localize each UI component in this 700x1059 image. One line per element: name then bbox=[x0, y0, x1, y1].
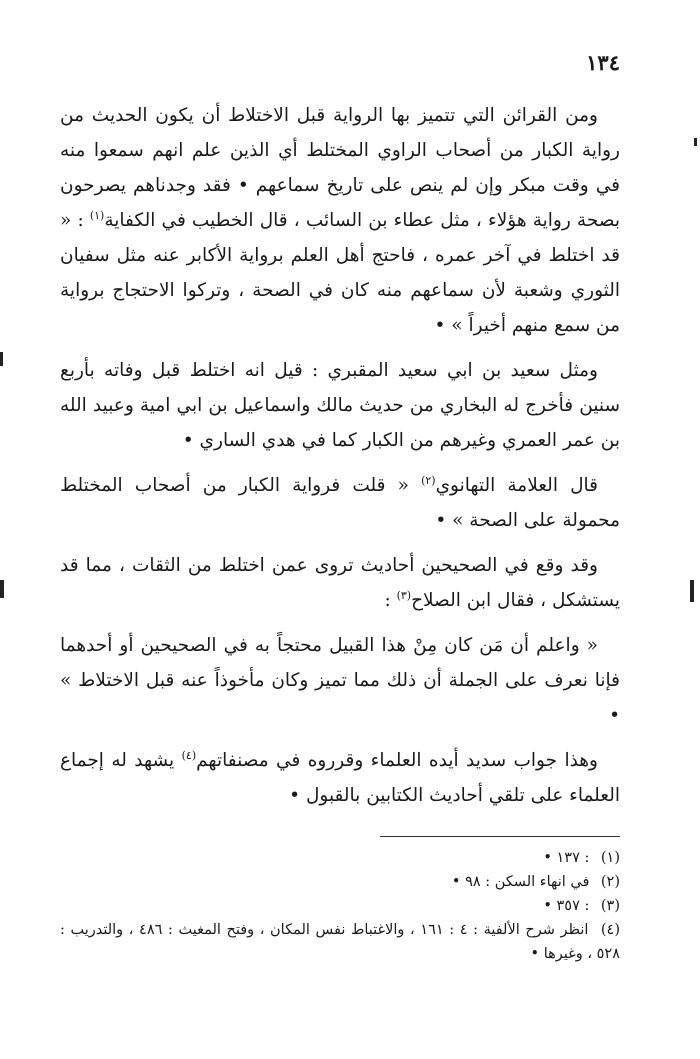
paragraph-text: : bbox=[384, 590, 397, 611]
scan-mark bbox=[694, 138, 697, 146]
footnote-number: (٣) bbox=[600, 898, 620, 914]
footnote-separator bbox=[380, 836, 620, 837]
footnote-text: انظر شرح الألفية : ٤ : ١٦١ ، والاغتباط نفس المكان ، وفتح المغيث : ٤٨٦ ، والتدريب : ٥٢٨ ، وغيرها • bbox=[60, 922, 620, 962]
footnote-number: (١) bbox=[600, 850, 620, 866]
body-text bbox=[60, 98, 620, 813]
paragraph-5-quote bbox=[60, 628, 620, 733]
footnote-1 bbox=[60, 846, 620, 870]
footnote-ref-4: (٤) bbox=[181, 748, 197, 762]
footnote-number: (٢) bbox=[600, 874, 620, 890]
paragraph-2 bbox=[60, 353, 620, 458]
paragraph-text: ومن القرائن التي تتميز بها الرواية قبل الاختلاط أن يكون الحديث من رواية الكبار من أصحاب الراوي المختلط أي الذين علم انهم سمعوا منه في وقت مبكر وإن لم ينص على تاريخ سماعهم • فقد وجدناهم يصرحون بصحة رواية هؤلاء ، مثل عطاء بن السائب ، قال الخطيب في الكفاية bbox=[60, 105, 620, 231]
footnote-2 bbox=[60, 870, 620, 894]
footnote-ref-1: (١) bbox=[89, 208, 105, 222]
footnote-text: : ٣٥٧ • bbox=[543, 898, 590, 914]
scan-mark bbox=[0, 580, 4, 598]
paragraph-text: يشهد له إجماع العلماء على تلقي أحاديث الكتابين بالقبول • bbox=[60, 750, 620, 806]
paragraph-text: ومثل سعيد بن ابي سعيد المقبري : قيل انه اختلط قبل وفاته بأربع سنين فأخرج له البخاري من حديث مالك واسماعيل بن ابي امية وعبيد الله بن عمر العمري وغيرهم من الكبار كما في هدي الساري • bbox=[60, 360, 620, 451]
paragraph-text: وقد وقع في الصحيحين أحاديث تروى عمن اختلط من الثقات ، مما قد يستشكل ، فقال ابن الصلاح bbox=[60, 555, 620, 611]
paragraph-3 bbox=[60, 468, 620, 538]
footnote-4 bbox=[60, 918, 620, 966]
footnote-ref-2: (٢) bbox=[421, 473, 436, 487]
footnote-text: في انهاء السكن : ٩٨ • bbox=[451, 874, 590, 890]
paragraph-text: : « قد اختلط في آخر عمره ، فاحتج أهل العلم برواية الأكابر عنه مثل سفيان الثوري وشعبة لأن سماعهم منه كان في الصحة ، وتركوا الاحتجاج برواية من سمع منهم أخيراً » • bbox=[60, 210, 620, 336]
paragraph-4 bbox=[60, 548, 620, 618]
footnote-number: (٤) bbox=[600, 922, 621, 938]
paragraph-text: « واعلم أن مَن كان مِنْ هذا القبيل محتجاً به في الصحيحين أو أحدهما فإنا نعرف على الجملة أن ذلك مما تميز وكان مأخوذاً عنه قبل الاختلاط » • bbox=[60, 635, 620, 726]
footnote-text: : ١٣٧ • bbox=[543, 850, 590, 866]
paragraph-6 bbox=[60, 743, 620, 813]
paragraph-text: قال العلامة التهانوي bbox=[435, 475, 598, 496]
paragraph-text: « قلت فرواية الكبار من أصحاب المختلط محمولة على الصحة » • bbox=[60, 475, 620, 531]
page-number: ١٣٤ bbox=[586, 50, 620, 75]
footnotes bbox=[60, 846, 620, 966]
scan-mark bbox=[690, 580, 694, 602]
footnote-3 bbox=[60, 894, 620, 918]
paragraph-1 bbox=[60, 98, 620, 343]
scan-mark bbox=[0, 352, 3, 366]
document-page bbox=[60, 40, 620, 1040]
paragraph-text: وهذا جواب سديد أيده العلماء وقرروه في مصنفاتهم bbox=[196, 750, 598, 771]
footnote-ref-3: (٣) bbox=[396, 588, 412, 602]
